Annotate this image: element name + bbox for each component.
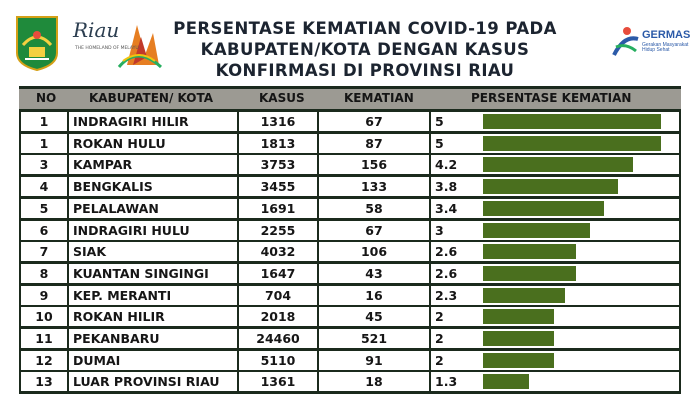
row-kematian: 133 (360, 179, 388, 195)
percentage-bar (483, 353, 554, 368)
row-kasus: 1647 (260, 265, 296, 281)
page-title (155, 18, 575, 81)
table-row (19, 305, 681, 324)
row-kematian-cell (319, 372, 429, 391)
percentage-bar (483, 157, 633, 172)
table-row (19, 284, 681, 303)
row-persentase-cell (431, 307, 679, 326)
percentage-bar (483, 223, 590, 238)
row-kasus: 1691 (260, 200, 296, 216)
row-number-cell (21, 112, 67, 131)
row-kematian-cell (319, 286, 429, 305)
row-kematian-cell (319, 264, 429, 283)
table-row (19, 132, 681, 151)
row-kasus-cell (239, 177, 317, 196)
table-header-row (19, 89, 681, 109)
col-header-kasus: KASUS (259, 91, 305, 105)
row-name: INDRAGIRI HULU (73, 222, 190, 238)
row-number: 3 (39, 157, 49, 173)
row-name-cell (69, 199, 237, 218)
row-persentase: 2.6 (435, 265, 458, 281)
row-persentase: 2.6 (435, 244, 458, 260)
row-kasus-cell (239, 155, 317, 174)
table-row (19, 110, 681, 129)
row-name-cell (69, 372, 237, 391)
row-kasus: 2018 (260, 309, 296, 325)
col-header-persentase: PERSENTASE KEMATIAN (471, 91, 632, 105)
row-kasus-cell (239, 134, 317, 153)
row-name-cell (69, 351, 237, 370)
row-kasus-cell (239, 329, 317, 348)
row-name: KEP. MERANTI (73, 287, 172, 303)
percentage-bar (483, 114, 661, 129)
row-kematian: 58 (365, 200, 383, 216)
title-line-3: KONFIRMASI DI PROVINSI RIAU (215, 61, 515, 80)
row-persentase: 3.8 (435, 179, 458, 195)
tourism-logo-subtext: THE HOMELAND OF MELAYU (75, 46, 139, 51)
table-row (19, 262, 681, 281)
row-kematian-cell (319, 221, 429, 240)
row-number: 12 (35, 352, 53, 368)
data-table (19, 86, 681, 394)
row-number: 8 (39, 265, 49, 281)
row-kematian-cell (319, 351, 429, 370)
row-persentase: 2 (435, 352, 444, 368)
row-kematian: 91 (365, 352, 383, 368)
row-kasus-cell (239, 286, 317, 305)
row-name-cell (69, 112, 237, 131)
row-name: BENGKALIS (73, 179, 153, 195)
row-kasus: 5110 (260, 352, 296, 368)
row-number: 11 (35, 331, 53, 346)
germas-logo (610, 25, 692, 61)
row-kasus: 3455 (260, 179, 296, 195)
col-header-kematian: KEMATIAN (344, 91, 414, 105)
row-name: SIAK (73, 244, 107, 260)
row-name-cell (69, 155, 237, 174)
row-kasus: 1361 (260, 374, 296, 390)
row-number-cell (21, 155, 67, 174)
row-kasus: 24460 (256, 331, 300, 346)
row-kematian: 43 (365, 265, 383, 281)
row-persentase-cell (431, 329, 679, 348)
percentage-bar (483, 244, 576, 259)
row-name-cell (69, 264, 237, 283)
row-kematian-cell (319, 307, 429, 326)
row-name: KAMPAR (73, 157, 133, 173)
row-number: 6 (39, 222, 49, 238)
row-persentase-cell (431, 372, 679, 391)
percentage-bar (483, 136, 661, 151)
percentage-bar (483, 309, 554, 324)
row-number-cell (21, 177, 67, 196)
table-row (19, 153, 681, 172)
row-number-cell (21, 286, 67, 305)
row-kasus-cell (239, 351, 317, 370)
row-persentase: 4.2 (435, 157, 458, 173)
row-kasus-cell (239, 221, 317, 240)
row-kematian: 87 (365, 135, 383, 151)
row-number-cell (21, 307, 67, 326)
table-row (19, 197, 681, 216)
row-name: KUANTAN SINGINGI (73, 265, 209, 281)
col-header-name: KABUPATEN/ KOTA (89, 91, 214, 105)
row-name-cell (69, 329, 237, 348)
row-number-cell (21, 329, 67, 348)
row-kematian-cell (319, 112, 429, 131)
percentage-bar (483, 266, 576, 281)
row-name-cell (69, 286, 237, 305)
percentage-bar (483, 331, 554, 346)
col-header-no: NO (36, 91, 57, 105)
row-name: DUMAI (73, 352, 121, 368)
row-number: 7 (39, 244, 49, 260)
row-name-cell (69, 177, 237, 196)
germas-figure-icon (610, 25, 640, 59)
row-number: 9 (39, 287, 49, 303)
row-name: ROKAN HILIR (73, 309, 165, 325)
row-number: 10 (35, 309, 53, 325)
riau-emblem-logo (15, 15, 59, 71)
row-persentase: 1.3 (435, 374, 458, 390)
row-kasus: 1813 (260, 135, 296, 151)
row-kematian-cell (319, 134, 429, 153)
row-kematian-cell (319, 242, 429, 261)
row-persentase: 3.4 (435, 200, 458, 216)
row-kasus: 1316 (260, 114, 296, 129)
table-row (19, 219, 681, 238)
row-persentase: 2.3 (435, 287, 458, 303)
row-name: PEKANBARU (73, 331, 160, 346)
row-number-cell (21, 134, 67, 153)
table-row (19, 240, 681, 259)
row-kematian: 156 (360, 157, 388, 173)
row-kematian: 45 (365, 309, 383, 325)
row-kematian-cell (319, 199, 429, 218)
row-kematian: 18 (365, 374, 383, 390)
row-kematian: 106 (360, 244, 388, 260)
percentage-bar (483, 201, 604, 216)
row-number-cell (21, 264, 67, 283)
row-number: 4 (39, 179, 49, 195)
row-kematian: 67 (365, 114, 383, 129)
row-persentase: 5 (435, 135, 444, 151)
row-kasus-cell (239, 372, 317, 391)
row-number: 5 (39, 200, 49, 216)
row-name: LUAR PROVINSI RIAU (73, 374, 220, 390)
table-row (19, 327, 681, 346)
row-kematian-cell (319, 155, 429, 174)
percentage-bar (483, 288, 565, 303)
germas-label: GERMAS (642, 29, 691, 41)
title-line-2: KABUPATEN/KOTA DENGAN KASUS (200, 40, 530, 59)
row-kasus-cell (239, 307, 317, 326)
row-number-cell (21, 372, 67, 391)
row-kematian-cell (319, 177, 429, 196)
row-number: 13 (35, 374, 53, 390)
row-name-cell (69, 221, 237, 240)
row-kasus-cell (239, 199, 317, 218)
row-kasus: 2255 (260, 222, 296, 238)
row-kasus-cell (239, 242, 317, 261)
row-persentase: 2 (435, 309, 444, 325)
row-name-cell (69, 242, 237, 261)
table-row (19, 370, 681, 389)
row-name-cell (69, 307, 237, 326)
table-row (19, 175, 681, 194)
row-number: 1 (39, 114, 49, 129)
row-number-cell (21, 221, 67, 240)
row-kematian: 521 (360, 331, 388, 346)
percentage-bar (483, 179, 618, 194)
riau-tourism-logo (67, 15, 163, 71)
row-number: 1 (39, 135, 49, 151)
row-kematian: 67 (365, 222, 383, 238)
row-name: ROKAN HULU (73, 135, 166, 151)
title-line-1: PERSENTASE KEMATIAN COVID-19 PADA (173, 19, 557, 38)
row-number-cell (21, 199, 67, 218)
row-name-cell (69, 134, 237, 153)
row-persentase: 2 (435, 331, 444, 346)
row-persentase: 5 (435, 114, 444, 129)
row-kasus-cell (239, 264, 317, 283)
row-kasus-cell (239, 112, 317, 131)
row-kasus: 4032 (260, 244, 296, 260)
row-kasus: 704 (264, 287, 292, 303)
row-number-cell (21, 351, 67, 370)
page-header (0, 0, 700, 86)
row-name: INDRAGIRI HILIR (73, 114, 189, 129)
table-row (19, 349, 681, 368)
row-name: PELALAWAN (73, 200, 159, 216)
tourism-logo-text: Riau (73, 18, 120, 42)
row-persentase: 3 (435, 222, 444, 238)
percentage-bar (483, 374, 529, 389)
germas-subtitle: Gerakan Masyarakat Hidup Sehat (642, 42, 689, 53)
row-persentase-cell (431, 351, 679, 370)
row-number-cell (21, 242, 67, 261)
row-kematian: 16 (365, 287, 383, 303)
row-kasus: 3753 (260, 157, 296, 173)
row-kematian-cell (319, 329, 429, 348)
